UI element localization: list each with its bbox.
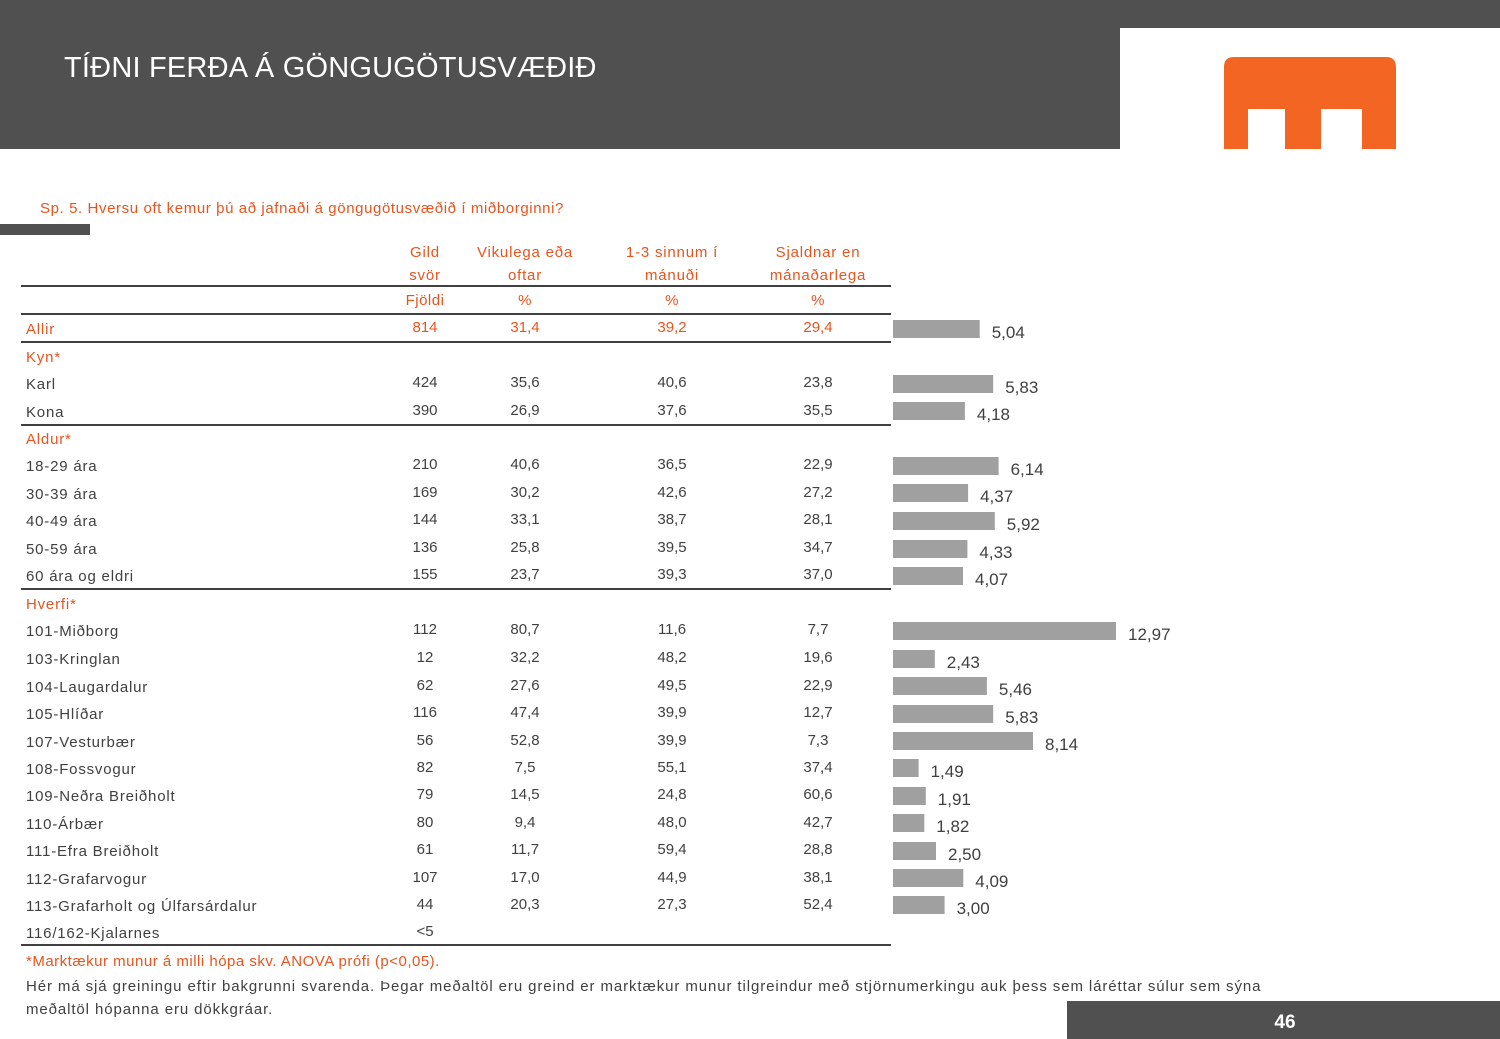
bar-value-label: 4,37 — [980, 487, 1014, 506]
cell-rarely: 7,3 — [807, 732, 829, 749]
bar-value-label: 6,14 — [1010, 460, 1044, 479]
cell-rarely: 52,4 — [803, 896, 833, 913]
cell-monthly: 40,6 — [657, 374, 687, 391]
row-label: 101-Miðborg — [26, 623, 120, 640]
row-label: 116/162-Kjalarnes — [26, 925, 161, 942]
bar-value-label: 5,92 — [1006, 515, 1040, 534]
cell-weekly: 25,8 — [510, 539, 540, 556]
bar-16 — [893, 842, 936, 860]
bar-5 — [893, 512, 995, 530]
cell-weekly: 14,5 — [510, 786, 540, 803]
row-label: Karl — [26, 376, 56, 393]
cell-monthly: 49,5 — [657, 677, 687, 694]
bar-11 — [893, 705, 993, 723]
row-label: 111-Efra Breiðholt — [26, 843, 160, 860]
explanation-note: Hér má sjá greiningu eftir bakgrunni svarenda. Þegar meðaltöl eru greind er marktækur munur tilgreindur með stjörnumerkingu auk þess sem láréttar súlur sem sýna meðaltöl hópanna eru dökkgráar. — [26, 978, 1262, 1018]
cell-rarely: 29,4 — [803, 319, 833, 336]
cell-weekly: 23,7 — [510, 566, 540, 583]
cell-weekly: 32,2 — [510, 649, 540, 666]
cell-weekly: 11,7 — [510, 841, 540, 858]
cell-weekly: 17,0 — [510, 869, 540, 886]
cell-rarely: 22,9 — [803, 456, 833, 473]
row-label: 105-Hlíðar — [26, 706, 105, 723]
cell-n: 56 — [416, 732, 434, 749]
bar-value-label: 5,46 — [998, 680, 1032, 699]
row-label: 107-Vesturbær — [26, 734, 136, 751]
bar-7 — [893, 567, 963, 585]
cell-rarely: 34,7 — [803, 539, 833, 556]
cell-weekly: 20,3 — [510, 896, 540, 913]
column-header-valid: Gild svör — [409, 244, 441, 284]
row-label: 18-29 ára — [26, 458, 98, 475]
bar-8 — [893, 622, 1116, 640]
cell-n: 112 — [413, 621, 437, 638]
row-label: 108-Fossvogur — [26, 761, 137, 778]
cell-monthly: 36,5 — [657, 456, 687, 473]
cell-weekly: 9,4 — [514, 814, 536, 831]
cell-n: 136 — [412, 539, 438, 556]
unit-count: Fjöldi — [405, 292, 445, 309]
bar-4 — [893, 484, 968, 502]
bar-value-label: 3,00 — [956, 899, 990, 918]
cell-n: 116 — [413, 704, 437, 721]
bar-14 — [893, 787, 926, 805]
page-title: TÍÐNI FERÐA Á GÖNGUGÖTUSVÆÐIÐ — [64, 52, 597, 84]
cell-weekly: 30,2 — [510, 484, 540, 501]
bar-value-label: 1,49 — [930, 762, 964, 781]
cell-n: 44 — [416, 896, 434, 913]
cell-n: 79 — [416, 786, 434, 803]
cell-n: 12 — [416, 649, 434, 666]
cell-monthly: 39,2 — [657, 319, 687, 336]
row-label: 30-39 ára — [26, 486, 98, 503]
bar-value-label: 2,50 — [948, 845, 982, 864]
cell-weekly: 33,1 — [510, 511, 540, 528]
group-header: Aldur* — [26, 431, 72, 448]
column-header-weekly: Vikulega eða oftar — [476, 244, 574, 284]
cell-monthly: 27,3 — [657, 896, 687, 913]
cell-n: 62 — [416, 677, 434, 694]
cell-rarely: 19,6 — [803, 649, 833, 666]
cell-monthly: 11,6 — [657, 621, 687, 638]
bar-value-label: 5,83 — [1005, 378, 1039, 397]
bar-value-label: 4,33 — [979, 543, 1013, 562]
cell-monthly: 48,2 — [657, 649, 687, 666]
cell-rarely: 35,5 — [803, 402, 833, 419]
cell-rarely: 38,1 — [803, 869, 833, 886]
cell-weekly: 35,6 — [510, 374, 540, 391]
cell-n: 107 — [412, 869, 438, 886]
cell-monthly: 39,9 — [657, 732, 687, 749]
cell-weekly: 47,4 — [510, 704, 540, 721]
bar-2 — [893, 402, 965, 420]
cell-n: 169 — [412, 484, 438, 501]
row-label: 113-Grafarholt og Úlfarsárdalur — [26, 898, 258, 915]
row-label: 110-Árbær — [26, 816, 104, 833]
row-label: Kona — [26, 404, 65, 421]
row-label: 103-Kringlan — [26, 651, 121, 668]
cell-rarely: 42,7 — [803, 814, 833, 831]
cell-rarely: 37,4 — [803, 759, 833, 776]
bar-value-label: 4,18 — [976, 405, 1010, 424]
cell-rarely: 28,1 — [803, 511, 833, 528]
bar-9 — [893, 650, 935, 668]
cell-monthly: 42,6 — [657, 484, 687, 501]
cell-rarely: 22,9 — [803, 677, 833, 694]
significance-footnote: *Marktækur munur á milli hópa skv. ANOVA prófi (p<0,05). — [26, 953, 440, 970]
row-label: 104-Laugardalur — [26, 679, 149, 696]
group-header: Hverfi* — [26, 596, 77, 613]
cell-rarely: 23,8 — [803, 374, 833, 391]
bar-6 — [893, 540, 967, 558]
row-label: 40-49 ára — [26, 513, 98, 530]
row-label: 50-59 ára — [26, 541, 98, 558]
bar-10 — [893, 677, 987, 695]
cell-weekly: 80,7 — [510, 621, 540, 638]
cell-monthly: 24,8 — [657, 786, 687, 803]
cell-monthly: 38,7 — [657, 511, 687, 528]
cell-weekly: 40,6 — [510, 456, 540, 473]
cell-n: 80 — [416, 814, 434, 831]
bar-value-label: 5,83 — [1005, 708, 1039, 727]
column-header-rarely: Sjaldnar en mánaðarlega — [769, 244, 867, 284]
bar-12 — [893, 732, 1033, 750]
cell-monthly: 39,5 — [657, 539, 687, 556]
cell-weekly: 7,5 — [514, 759, 536, 776]
cell-n: 814 — [412, 319, 438, 336]
bar-13 — [893, 759, 919, 777]
cell-weekly: 27,6 — [510, 677, 540, 694]
cell-monthly: 37,6 — [657, 402, 687, 419]
cell-monthly: 44,9 — [657, 869, 687, 886]
row-label: 109-Neðra Breiðholt — [26, 788, 176, 805]
cell-weekly: 26,9 — [510, 402, 540, 419]
cell-n: 61 — [416, 841, 434, 858]
question-text: Sp. 5. Hversu oft kemur þú að jafnaði á göngugötusvæðið í miðborginni? — [40, 200, 564, 217]
cell-weekly: 52,8 — [510, 732, 540, 749]
cell-n: <5 — [416, 923, 434, 940]
cell-n: 144 — [412, 511, 438, 528]
cell-rarely: 60,6 — [803, 786, 833, 803]
cell-rarely: 12,7 — [803, 704, 833, 721]
bar-17 — [893, 869, 963, 887]
bar-value-label: 12,97 — [1128, 625, 1171, 644]
bar-value-label: 8,14 — [1045, 735, 1079, 754]
bar-1 — [893, 375, 993, 393]
cell-n: 390 — [412, 402, 438, 419]
cell-weekly: 31,4 — [510, 319, 540, 336]
cell-monthly: 59,4 — [657, 841, 687, 858]
bar-3 — [893, 457, 999, 475]
column-header-monthly: 1-3 sinnum í mánuði — [625, 244, 719, 284]
cell-rarely: 7,7 — [807, 621, 829, 638]
bar-value-label: 4,09 — [975, 872, 1009, 891]
unit-percent: % — [518, 292, 532, 309]
unit-percent: % — [811, 292, 825, 309]
cell-rarely: 27,2 — [803, 484, 833, 501]
row-label: Allir — [26, 321, 55, 338]
cell-n: 424 — [412, 374, 438, 391]
cell-monthly: 55,1 — [657, 759, 687, 776]
bar-18 — [893, 896, 945, 914]
row-label: 60 ára og eldri — [26, 568, 134, 585]
bar-15 — [893, 814, 924, 832]
group-header: Kyn* — [26, 349, 61, 366]
bar-value-label: 4,07 — [975, 570, 1009, 589]
cell-rarely: 37,0 — [803, 566, 833, 583]
bar-value-label: 1,91 — [937, 790, 971, 809]
bar-0 — [893, 320, 980, 338]
cell-monthly: 39,3 — [657, 566, 687, 583]
cell-n: 155 — [412, 566, 438, 583]
cell-n: 210 — [412, 456, 438, 473]
unit-percent: % — [665, 292, 679, 309]
cell-monthly: 39,9 — [657, 704, 687, 721]
page-number: 46 — [1274, 1012, 1296, 1033]
bar-value-label: 5,04 — [991, 323, 1025, 342]
cell-rarely: 28,8 — [803, 841, 833, 858]
bar-value-label: 2,43 — [946, 653, 980, 672]
row-label: 112-Grafarvogur — [26, 871, 147, 888]
cell-monthly: 48,0 — [657, 814, 687, 831]
cell-n: 82 — [416, 759, 434, 776]
bar-value-label: 1,82 — [936, 817, 970, 836]
